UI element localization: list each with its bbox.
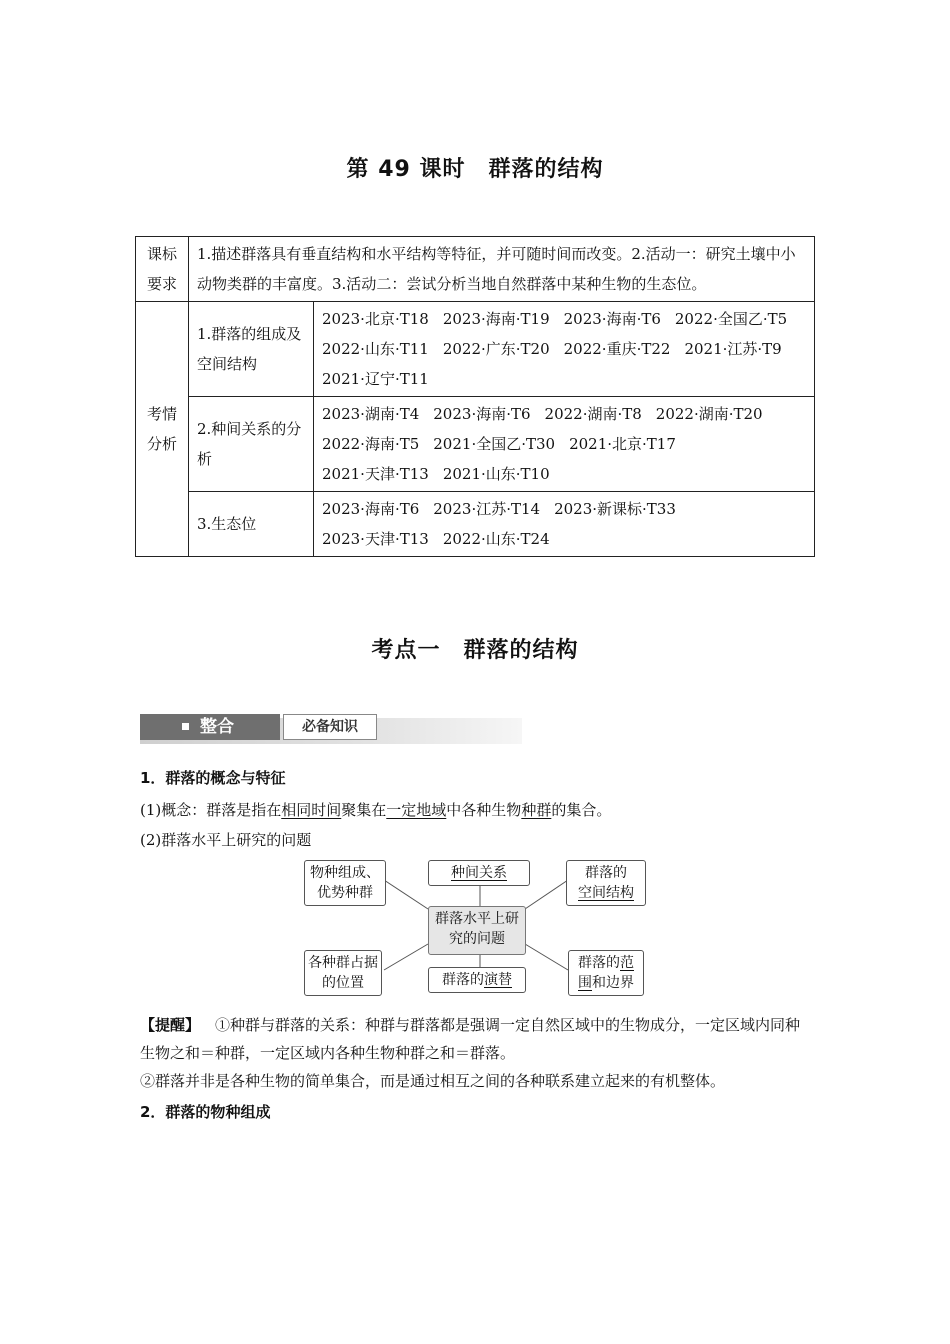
node-top-left: 物种组成、优势种群 <box>304 860 386 906</box>
exam-item: 2021·山东·T10 <box>442 465 550 483</box>
exam-item: 2022·山东·T11 <box>322 340 429 358</box>
point1-title: 1．群落的概念与特征 <box>140 769 286 787</box>
exam-item: 2023·海南·T19 <box>442 310 550 328</box>
exam-item: 2021·北京·T17 <box>569 435 676 453</box>
node-bottom-right-c: 围 <box>578 975 592 991</box>
concept-mid-2: 中各种生物 <box>446 801 522 819</box>
exam-item: 2022·广东·T20 <box>442 340 550 358</box>
node-top-right-a: 群落的 <box>585 865 627 881</box>
node-center: 群落水平上研究的问题 <box>428 906 526 955</box>
node-bottom-mid-a: 群落的 <box>442 972 484 988</box>
concept-line <box>140 799 611 820</box>
section-banner <box>140 714 525 746</box>
page-title: 第 49 课时 群落的结构 <box>346 157 604 182</box>
node-top-mid <box>428 860 530 886</box>
exam-item: 2023·天津·T13 <box>322 530 429 548</box>
exam-item: 2021·天津·T13 <box>322 465 429 483</box>
node-bottom-right <box>568 950 644 996</box>
concept-suffix: 的集合。 <box>551 801 612 819</box>
exam-item: 2022·海南·T5 <box>322 435 420 453</box>
section-title: 考点一 群落的结构 <box>371 638 579 663</box>
node-bottom-left: 各种群占据的位置 <box>304 950 382 996</box>
concept-prefix: (1)概念：群落是指在 <box>140 801 282 819</box>
connector-line <box>525 880 568 909</box>
connector-line <box>525 944 568 970</box>
topic-3: 3.生态位 <box>189 492 314 557</box>
node-top-right <box>566 860 646 906</box>
point1-2: (2)群落水平上研究的问题 <box>140 831 312 849</box>
exam-item: 2022·山东·T24 <box>442 530 550 548</box>
point2-title: 2．群落的物种组成 <box>140 1103 271 1121</box>
node-top-right-b: 空间结构 <box>578 885 634 901</box>
node-bottom-right-a: 群落的 <box>578 955 620 971</box>
connector-line <box>384 944 428 970</box>
node-bottom-right-d: 和边界 <box>592 975 634 991</box>
requirements-table <box>135 236 815 557</box>
concept-underline-1: 相同时间 <box>281 801 342 819</box>
exam-item: 2021·江苏·T9 <box>684 340 782 358</box>
exams-3 <box>314 492 815 557</box>
exam-item: 2022·重庆·T22 <box>563 340 671 358</box>
exam-item: 2023·海南·T6 <box>433 405 531 423</box>
exam-item: 2022·湖南·T8 <box>544 405 642 423</box>
topic-2: 2.种间关系的分析 <box>189 397 314 492</box>
topic-1: 1.群落的组成及空间结构 <box>189 302 314 397</box>
research-questions-diagram <box>300 852 660 1002</box>
exam-item: 2023·海南·T6 <box>322 500 420 518</box>
node-bottom-right-b: 范 <box>620 955 634 971</box>
exam-item: 2022·全国乙·T5 <box>674 310 788 328</box>
exam-item: 2023·江苏·T14 <box>433 500 541 518</box>
remind-p1 <box>140 1011 810 1067</box>
exams-1 <box>314 302 815 397</box>
exam-item: 2021·辽宁·T11 <box>322 370 429 388</box>
exam-item: 2023·北京·T18 <box>322 310 429 328</box>
concept-mid-1: 聚集在 <box>341 801 387 819</box>
exams-2 <box>314 397 815 492</box>
remind-p2: ②群落并非是各种生物的简单集合，而是通过相互之间的各种联系建立起来的有机整体。 <box>140 1072 726 1090</box>
exam-item: 2023·湖南·T4 <box>322 405 420 423</box>
node-bottom-mid <box>428 967 526 993</box>
exam-item: 2021·全国乙·T30 <box>433 435 556 453</box>
concept-underline-2: 一定地域 <box>386 801 447 819</box>
remind-label: 【提醒】 <box>140 1016 201 1034</box>
exam-item: 2022·湖南·T20 <box>655 405 763 423</box>
square-icon <box>182 723 189 730</box>
connector-line <box>384 880 428 909</box>
exam-item: 2023·新课标·T33 <box>554 500 676 518</box>
node-bottom-mid-b: 演替 <box>484 972 512 988</box>
remind-p1-text: ①种群与群落的关系：种群与群落都是强调一定自然区域中的生物成分，一定区域内同种生物之和＝种群，一定区域内各种生物种群之和＝群落。 <box>140 1016 801 1062</box>
analysis-header: 考情分析 <box>136 302 189 557</box>
concept-underline-3: 种群 <box>521 801 552 819</box>
banner-sub: 必备知识 <box>283 714 377 740</box>
banner-main-label: 整合 <box>200 717 234 737</box>
req-text: 1.描述群落具有垂直结构和水平结构等特征，并可随时间而改变。2.活动一：研究土壤中小动物类群的丰富度。3.活动二：尝试分析当地自然群落中某种生物的生态位。 <box>189 237 815 302</box>
req-header: 课标要求 <box>136 237 189 302</box>
exam-item: 2023·海南·T6 <box>563 310 661 328</box>
node-top-mid-text: 种间关系 <box>451 865 507 881</box>
banner-main <box>140 714 280 740</box>
